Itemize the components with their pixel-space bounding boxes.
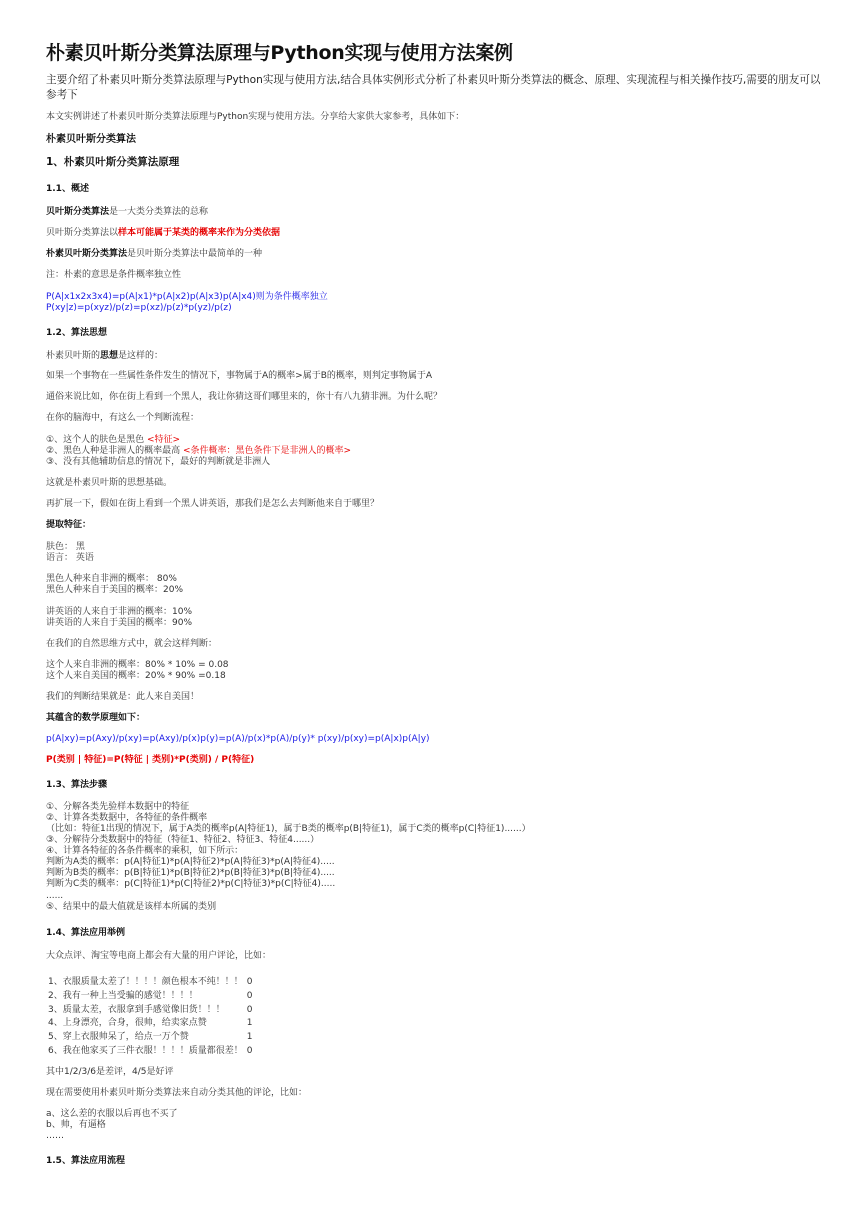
feature-line: 语言： 英语 [46, 553, 94, 563]
idea-paragraph: 在你的脑海中，有这么一个判断流程： [46, 413, 200, 423]
example-line: b、帅，有逼格 [46, 1120, 106, 1130]
overview-text: 是一大类分类算法的总称 [109, 207, 209, 217]
probability-line: 讲英语的人来自于美国的概率：90% [46, 618, 193, 628]
overview-text: 贝叶斯分类算法以 [46, 228, 119, 238]
list-item: ③、没有其他辅助信息的情况下，最好的判断就是非洲人 [46, 457, 271, 467]
idea-paragraph: 通俗来说比如，你在街上看到一个黑人，我让你猜这哥们哪里来的，你十有八九猜非洲。为什么呢？ [46, 392, 443, 402]
overview-heading: 1.1、概述 [46, 184, 89, 194]
comment-label: 1 [246, 1018, 253, 1029]
idea-paragraph: 如果一个事物在一些属性条件发生的情况下，事物属于A的概率>属于B的概率，则判定事物属于A [46, 371, 433, 381]
formula: p(A|xy)=p(Axy)/p(xy)=p(Axy)/p(x)p(y)=p(A)/p(x)*p(A)/p(y)* p(xy)/p(xy)=p(A|x)p(A|y) [46, 734, 430, 744]
section-heading: 1、朴素贝叶斯分类算法原理 [46, 156, 180, 168]
comment-text: 2、我有一种上当受骗的感觉！！！！ [48, 990, 198, 1001]
table-row [46, 990, 252, 1004]
idea-paragraph: 我们的判断结果就是：此人来自美国！ [46, 692, 200, 702]
main-heading: 朴素贝叶斯分类算法 [46, 134, 136, 145]
step-line: （比如：特征1出现的情况下，属于A类的概率p(A|特征1)，属于B类的概率p(B|特征1)，属于C类的概率p(C|特征1)......） [46, 824, 531, 834]
example-heading: 1.4、算法应用举例 [46, 928, 125, 938]
idea-paragraph: 再扩展一下，假如在街上看到一个黑人讲英语，那我们是怎么去判断他来自于哪里？ [46, 499, 380, 509]
comment-label: 1 [246, 1032, 253, 1043]
idea-paragraph: 在我们的自然思维方式中，就会这样判断： [46, 639, 218, 649]
example-paragraph: 现在需要使用朴素贝叶斯分类算法来自动分类其他的评论，比如： [46, 1088, 308, 1098]
probability-line: 讲英语的人来自于非洲的概率：10% [46, 607, 193, 617]
comment-text: 3、质量太差，衣服拿到手感觉像旧货！！！ [48, 1004, 225, 1015]
idea-text: 是这样的： [118, 351, 164, 361]
idea-paragraph: 这就是朴素贝叶斯的思想基础。 [46, 478, 173, 488]
formula: P(A|x1x2x3x4)=p(A|x1)*p(A|x2)p(A|x3)p(A|x4)则为条件概率独立 [46, 292, 328, 302]
comment-text: 6、我在他家买了三件衣服！！！！质量都很差！ [48, 1045, 243, 1056]
flow-heading: 1.5、算法应用流程 [46, 1156, 125, 1166]
example-intro: 大众点评、淘宝等电商上都会有大量的用户评论，比如： [46, 951, 272, 961]
article-summary: 主要介绍了朴素贝叶斯分类算法原理与Python实现与使用方法,结合具体实例形式分析了朴素贝叶斯分类算法的概念、原理、实现流程与相关操作技巧,需要的朋友可以参考下 [46, 74, 821, 101]
table-row [46, 1031, 252, 1045]
step-line: ...... [46, 891, 64, 901]
idea-text: 朴素贝叶斯的 [46, 351, 101, 361]
overview-text: 是贝叶斯分类算法中最简单的一种 [127, 249, 263, 259]
overview-paragraph [46, 249, 262, 260]
comment-label: 0 [246, 1045, 253, 1056]
step-line: 判断为B类的概率：p(B|特征1)*p(B|特征2)*p(B|特征3)*p(B|特征4)..... [46, 868, 335, 878]
step-line: ⑤、结果中的最大值就是该样本所属的类别 [46, 902, 217, 912]
overview-paragraph [46, 228, 280, 239]
term-bold: 思想 [100, 351, 119, 361]
highlight-text: <条件概率：黑色条件下是非洲人的概率> [182, 446, 352, 456]
highlight-text: 样本可能属于某类的概率来作为分类依据 [118, 228, 281, 238]
comment-text: 1、衣服质量太差了！！！！颜色根本不纯！！！ [48, 977, 243, 987]
table-row [46, 1017, 252, 1031]
step-line: ②、计算各类数据中，各特征的条件概率 [46, 813, 208, 823]
page-title: 朴素贝叶斯分类算法原理与Python实现与使用方法案例 [46, 42, 513, 64]
example-line: a、这么差的衣服以后再也不买了 [46, 1109, 178, 1119]
formula: P(xy|z)=p(xyz)/p(z)=p(xz)/p(z)*p(yz)/p(z) [46, 303, 232, 313]
term-bold: 贝叶斯分类算法 [46, 207, 110, 217]
table-row [46, 1004, 252, 1018]
highlight-text: <特征> [146, 435, 181, 445]
comment-text: 4、上身漂亮，合身，很帅，给卖家点赞 [48, 1018, 207, 1029]
feature-heading: 提取特征： [46, 520, 92, 530]
bayes-formula: P(类别 | 特征)=P(特征 | 类别)*P(类别) / P(特征) [46, 755, 255, 765]
step-text: ①、这个人的肤色是黑色 [46, 435, 147, 445]
probability-line: 黑色人种来自于美国的概率：20% [46, 585, 184, 595]
overview-note: 注：朴素的意思是条件概率独立性 [46, 270, 182, 280]
step-line: 判断为C类的概率：p(C|特征1)*p(C|特征2)*p(C|特征3)*p(C|特征4)..... [46, 879, 336, 889]
example-summary: 其中1/2/3/6是差评，4/5是好评 [46, 1067, 174, 1077]
comment-label: 0 [246, 990, 253, 1001]
comment-label: 0 [246, 1004, 253, 1015]
table-row [46, 976, 252, 990]
step-line: ④、计算各特征的各条件概率的乘积，如下所示： [46, 846, 244, 856]
step-text: ②、黑色人种是非洲人的概率最高 [46, 446, 183, 456]
list-item [46, 446, 351, 457]
probability-line: 黑色人种来自非洲的概率： 80% [46, 574, 177, 584]
idea-paragraph [46, 351, 163, 362]
example-line: …… [46, 1131, 64, 1141]
idea-heading: 1.2、算法思想 [46, 328, 107, 338]
feature-line: 肤色： 黑 [46, 542, 85, 552]
comment-text: 5、穿上衣服帅呆了，给点一万个赞 [48, 1032, 189, 1043]
overview-paragraph [46, 207, 208, 218]
comment-label: 0 [246, 977, 253, 987]
intro-paragraph: 本文实例讲述了朴素贝叶斯分类算法原理与Python实现与使用方法。分享给大家供大家参考，具体如下： [46, 112, 465, 122]
table-row [46, 1045, 252, 1059]
step-line: 判断为A类的概率：p(A|特征1)*p(A|特征2)*p(A|特征3)*p(A|特征4)..... [46, 857, 335, 867]
term-bold: 朴素贝叶斯分类算法 [46, 249, 128, 259]
steps-heading: 1.3、算法步骤 [46, 780, 107, 790]
calc-line: 这个人来自美国的概率：20% * 90% =0.18 [46, 671, 226, 681]
calc-line: 这个人来自非洲的概率：80% * 10% = 0.08 [46, 660, 229, 670]
list-item [46, 435, 180, 446]
step-line: ①、分解各类先验样本数据中的特征 [46, 802, 190, 812]
comments-table [46, 976, 252, 1059]
math-heading: 其蕴含的数学原理如下： [46, 713, 146, 723]
step-line: ③、分解待分类数据中的特征（特征1、特征2、特征3、特征4......） [46, 835, 320, 845]
